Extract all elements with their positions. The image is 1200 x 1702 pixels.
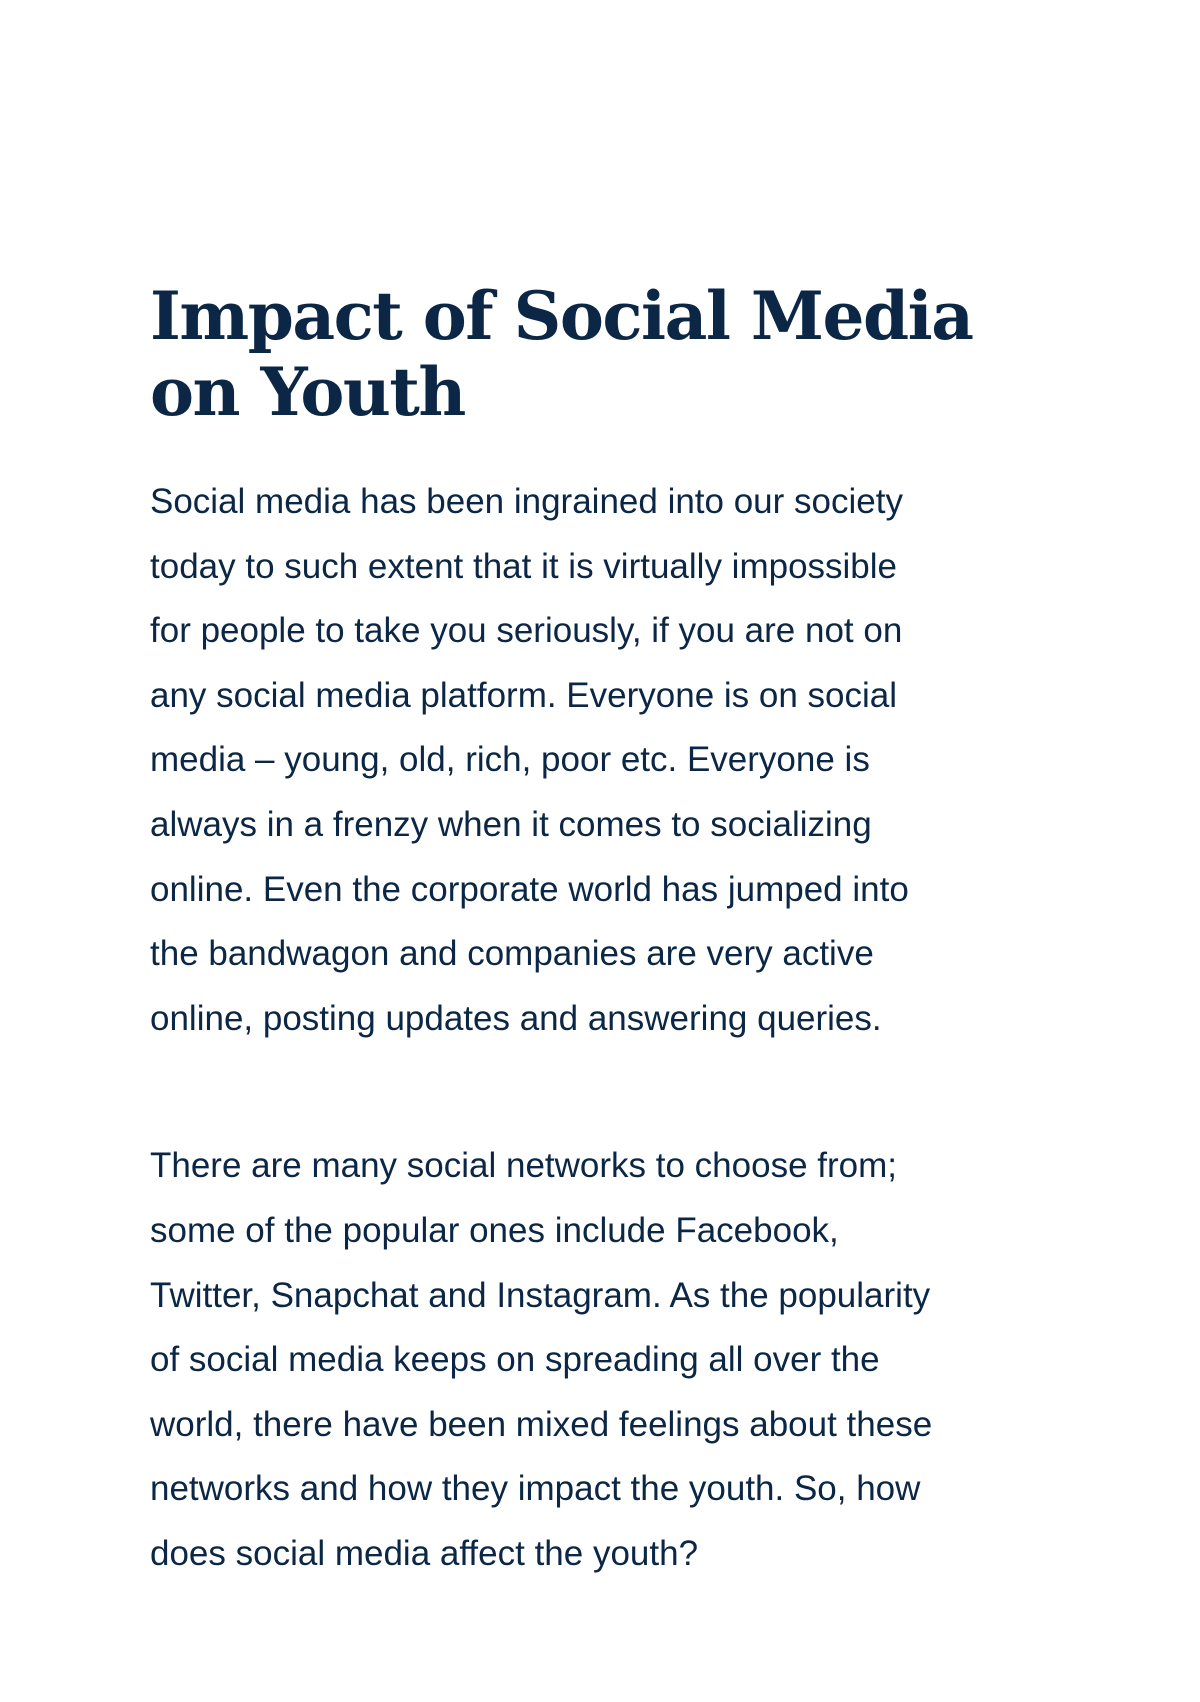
article-content xyxy=(150,278,1030,1587)
article-title: Impact of Social Media on Youth xyxy=(150,277,973,431)
paragraph-networks: There are many social networks to choose from; some of the popular ones include Facebook, Twitter, Snapchat and Instagram. As the popularity of social media keeps on spreading all over the world, there have been mixed feelings about these networks and how they impact the youth. So, how does social media affect the youth? xyxy=(150,1146,933,1573)
paragraph-intro: Social media has been ingrained into our society today to such extent that it is virtually impossible for people to take you seriously, if you are not on any social media platform. Everyone is on social media – young, old, rich, poor etc. Everyone is always in a frenzy when it comes to socializing online. Even the corporate world has jumped into the bandwagon and companies are very active online, posting updates and answering queries. xyxy=(150,482,909,1038)
